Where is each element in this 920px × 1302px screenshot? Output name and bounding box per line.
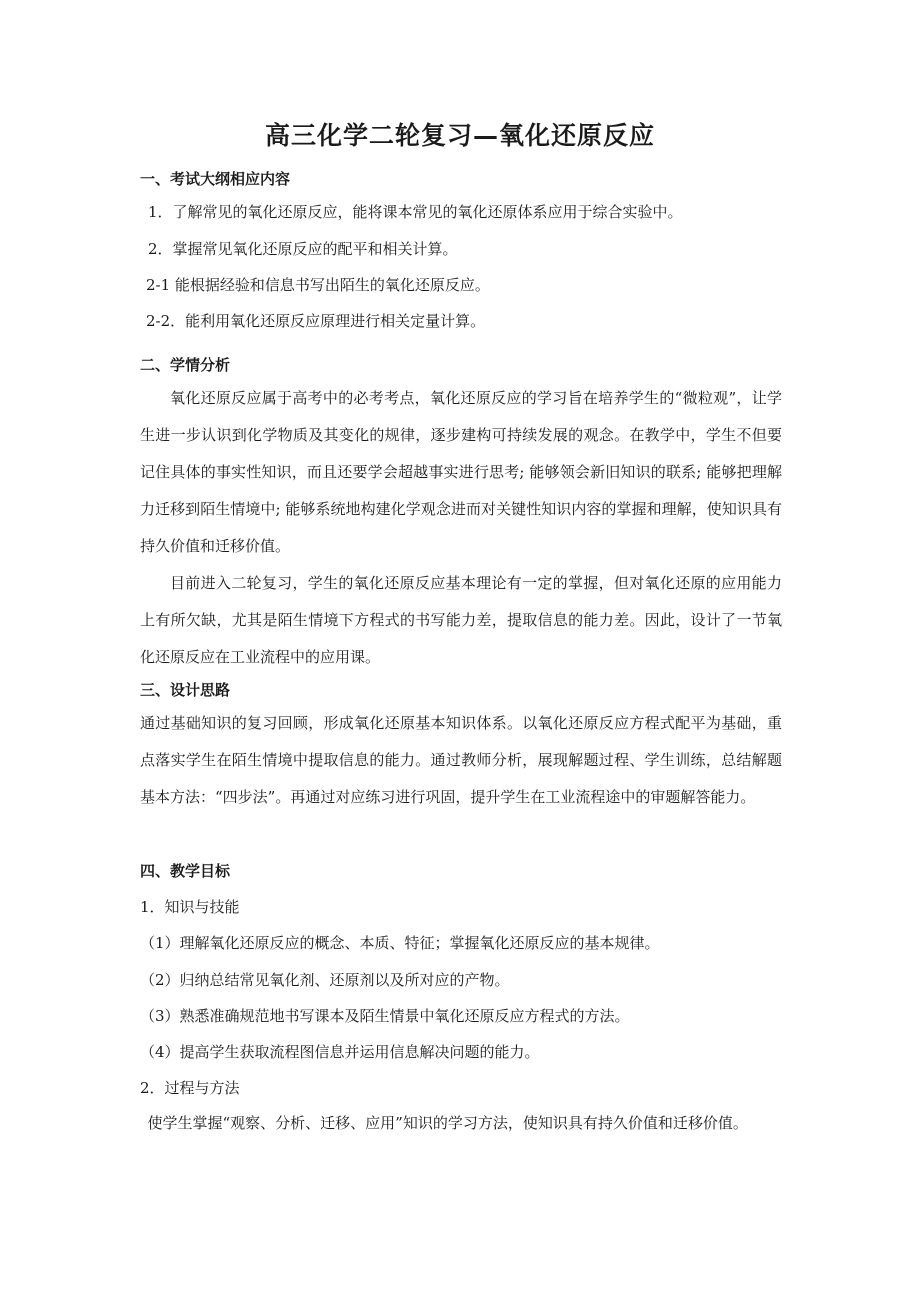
outline-item-2-2: 2-2．能利用氧化还原反应原理进行相关定量计算。 bbox=[146, 312, 486, 330]
section-heading-teaching-goals: 四、教学目标 bbox=[140, 862, 231, 880]
student-analysis-paragraph-2: 目前进入二轮复习，学生的氧化还原反应基本理论有一定的掌握，但对氧化还原的应用能力上有所欠缺，尤其是陌生情境下方程式的书写能力差，提取信息的能力差。因此，设计了一节氧化还原反应在工业流程中的应用课。 bbox=[140, 574, 782, 666]
process-method-paragraph: 使学生掌握“观察、分析、迁移、应用”知识的学习方法，使知识具有持久价值和迁移价值。 bbox=[147, 1114, 748, 1132]
outline-item-2-1: 2-1 能根据经验和信息书写出陌生的氧化还原反应。 bbox=[146, 276, 490, 294]
outline-item-2: 2．掌握常见氧化还原反应的配平和相关计算。 bbox=[148, 240, 458, 258]
goals-subheading-process-method: 2．过程与方法 bbox=[140, 1079, 240, 1097]
section-heading-design-idea: 三、设计思路 bbox=[140, 681, 231, 699]
goal-item-4: （4）提高学生获取流程图信息并运用信息解决问题的能力。 bbox=[140, 1043, 540, 1061]
section-heading-student-analysis: 二、学情分析 bbox=[140, 356, 231, 374]
section-heading-exam-outline: 一、考试大纲相应内容 bbox=[140, 170, 291, 188]
goal-item-2: （2）归纳总结常见氧化剂、还原剂以及所对应的产物。 bbox=[140, 971, 510, 989]
goal-item-3: （3）熟悉准确规范地书写课本及陌生情景中氧化还原反应方程式的方法。 bbox=[140, 1007, 630, 1025]
goals-subheading-knowledge-skills: 1．知识与技能 bbox=[140, 898, 240, 916]
design-idea-paragraph: 通过基础知识的复习回顾，形成氧化还原基本知识体系。以氧化还原反应方程式配平为基础，重点落实学生在陌生情境中提取信息的能力。通过教师分析，展现解题过程、学生训练，总结解题基本方法：“四步法”。再通过对应练习进行巩固，提升学生在工业流程途中的审题解答能力。 bbox=[140, 714, 782, 806]
document-title: 高三化学二轮复习—氧化还原反应 bbox=[264, 121, 655, 150]
outline-item-1: 1．了解常见的氧化还原反应，能将课本常见的氧化还原体系应用于综合实验中。 bbox=[148, 203, 683, 221]
student-analysis-paragraph-1: 氧化还原反应属于高考中的必考考点，氧化还原反应的学习旨在培养学生的“微粒观”，让学生进一步认识到化学物质及其变化的规律，逐步建构可持续发展的观念。在教学中，学生不但要记住具体的事实性知识，而且还要学会超越事实进行思考; 能够领会新旧知识的联系; 能够把理解力迁移到陌生情境中; 能够系统地构建化学观念进而对关键性知识内容的掌握和理解，使知识具有持久价值和迁移价值。 bbox=[140, 389, 782, 555]
goal-item-1: （1）理解氧化还原反应的概念、本质、特征；掌握氧化还原反应的基本规律。 bbox=[140, 934, 660, 952]
